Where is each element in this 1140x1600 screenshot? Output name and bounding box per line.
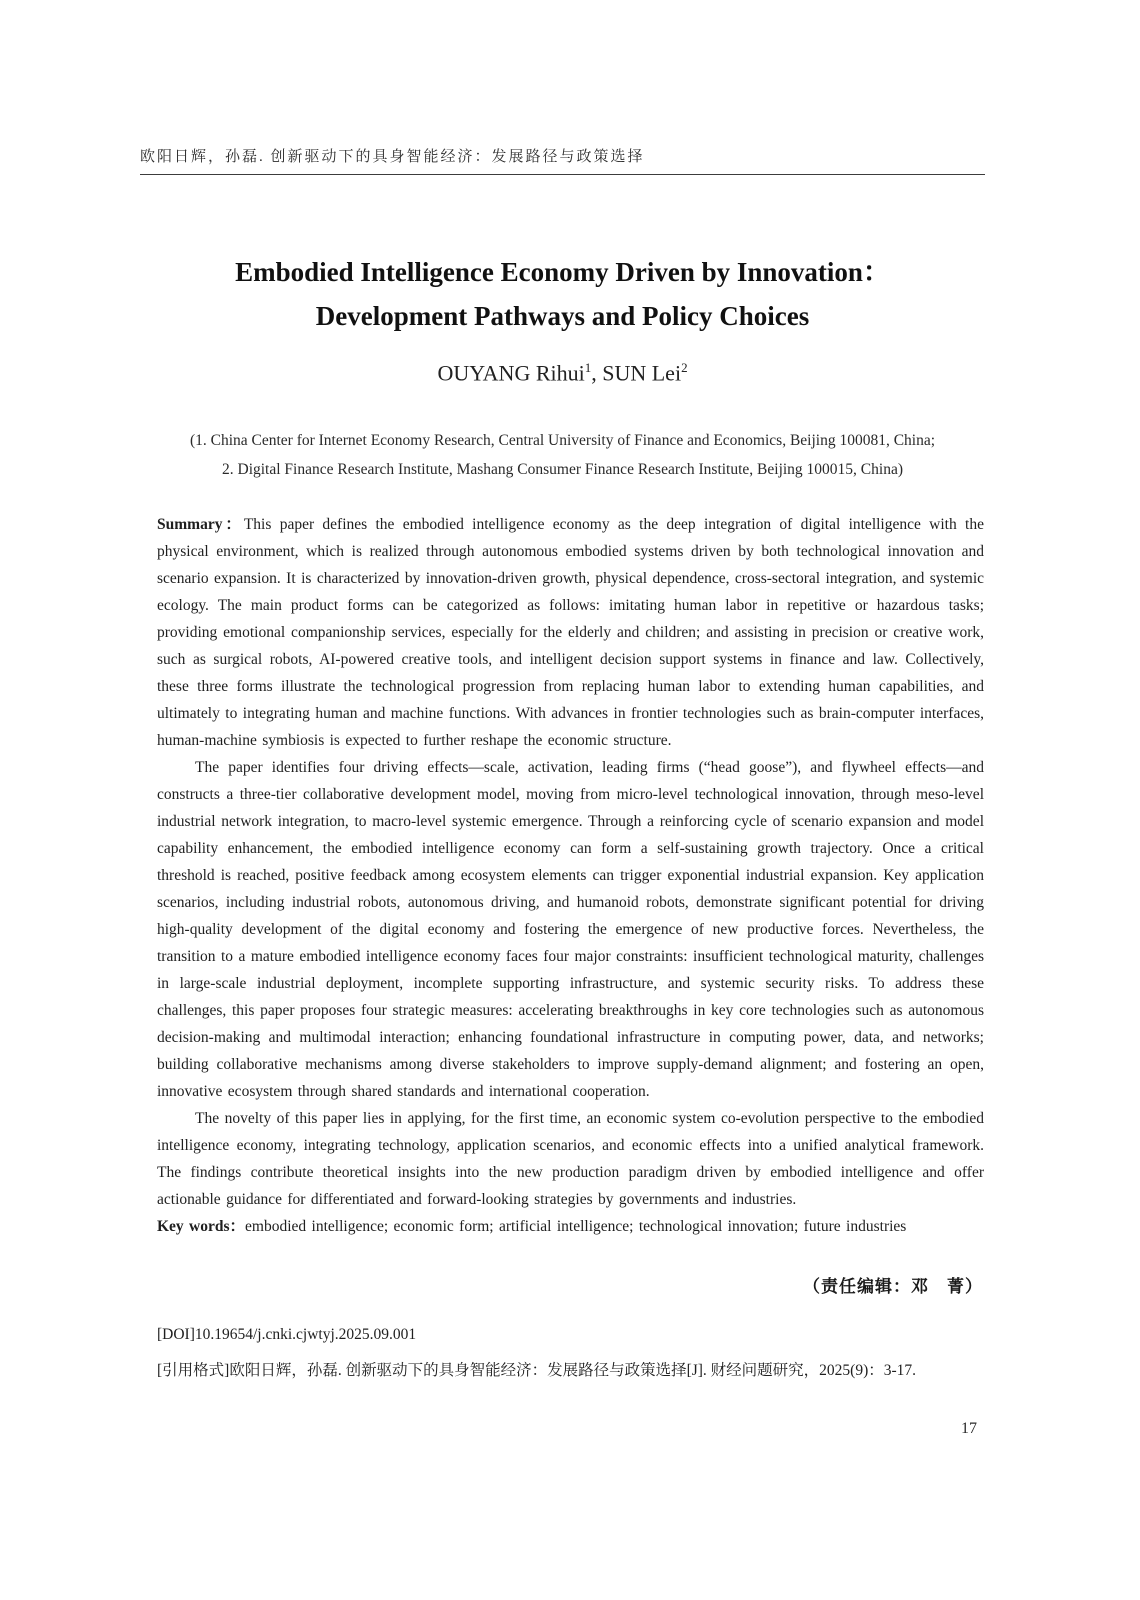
paper-title-line2: Development Pathways and Policy Choices bbox=[315, 301, 810, 331]
affiliations bbox=[140, 426, 985, 484]
author-separator: , bbox=[591, 360, 603, 386]
abstract-paragraph-1 bbox=[157, 511, 984, 754]
affiliation-line-2: 2. Digital Finance Research Institute, Mashang Consumer Finance Research Institute, Beijing 100015, China) bbox=[222, 461, 903, 478]
abstract-paragraph-1-text: This paper defines the embodied intelligence economy as the deep integration of digital intelligence with the physical environment, which is realized through autonomous embodied systems driven by both technological innovation and scenario expansion. It is characterized by innovation-driven growth, physical dependence, cross-sectoral integration, and systemic ecology. The main product forms can be categorized as follows: imitating human labor in repetitive or hazardous tasks; providing emotional companionship services, especially for the elderly and children; and assisting in precision or creative work, such as surgical robots, AI-powered creative tools, and intelligent decision support systems in finance and law. Collectively, these three forms illustrate the technological progression from replacing human labor to extending human capabilities, and ultimately to integrating human and machine functions. With advances in frontier technologies such as brain-computer interfaces, human-machine symbiosis is expected to further reshape the economic structure. bbox=[157, 516, 984, 749]
running-header: 欧阳日辉，孙磊. 创新驱动下的具身智能经济：发展路径与政策选择 bbox=[140, 145, 985, 175]
doi-line: [DOI]10.19654/j.cnki.cjwtyj.2025.09.001 bbox=[157, 1326, 417, 1343]
paper-title bbox=[140, 250, 985, 338]
author-affil-marker-2: 2 bbox=[681, 360, 688, 375]
affiliation-line-1: (1. China Center for Internet Economy Research, Central University of Finance and Economics, Beijing 100081, China; bbox=[189, 432, 936, 449]
page-number: 17 bbox=[961, 1420, 977, 1437]
author-name-2: SUN Lei bbox=[602, 360, 682, 386]
paper-title-line1: Embodied Intelligence Economy Driven by Innovation： bbox=[235, 257, 890, 287]
abstract-paragraph-3: The novelty of this paper lies in applying, for the first time, an economic system co-evolution perspective to the embodied intelligence economy, integrating technology, application scenarios, and economic effects into a unified analytical framework. The findings contribute theoretical insights into the new production paradigm driven by embodied intelligence and offer actionable guidance for differentiated and forward-looking strategies by governments and industries. bbox=[157, 1110, 984, 1208]
keywords-text: embodied intelligence; economic form; artificial intelligence; technological innovation; future industries bbox=[245, 1218, 907, 1235]
abstract-block bbox=[157, 511, 984, 1240]
managing-editor-note: （责任编辑：邓 菁） bbox=[803, 1277, 983, 1296]
authors-line bbox=[140, 360, 985, 386]
summary-label: Summary： bbox=[157, 516, 244, 533]
author-affil-marker-1: 1 bbox=[584, 360, 592, 375]
abstract-paragraph-2: The paper identifies four driving effects—scale, activation, leading firms (“head goose”), and flywheel effects—and constructs a three-tier collaborative development model, moving from micro-level technological innovation, through meso-level industrial network integration, to macro-level systemic emergence. Through a reinforcing cycle of scenario expansion and model capability enhancement, the embodied intelligence economy can form a self-sustaining growth trajectory. Once a critical threshold is reached, positive feedback among ecosystem elements can trigger exponential industrial expansion. Key application scenarios, including industrial robots, autonomous driving, and humanoid robots, demonstrate significant potential for driving high-quality development of the digital economy and fostering the emergence of new productive forces. Nevertheless, the transition to a mature embodied intelligence economy faces four major constraints: insufficient technological maturity, challenges in large-scale industrial deployment, incomplete supporting infrastructure, and systemic security risks. To address these challenges, this paper proposes four strategic measures: accelerating breakthroughs in key core technologies such as autonomous decision-making and multimodal interaction; enhancing foundational infrastructure in computing power, data, and networks; building collaborative mechanisms among diverse stakeholders to improve supply-demand alignment; and fostering an open, innovative ecosystem through shared standards and international cooperation. bbox=[157, 759, 984, 1100]
citation-format-line: [引用格式]欧阳日辉，孙磊. 创新驱动下的具身智能经济：发展路径与政策选择[J]. 财经问题研究，2025(9)：3-17. bbox=[157, 1362, 917, 1379]
keywords-line bbox=[157, 1213, 984, 1240]
author-name-1: OUYANG Rihui bbox=[437, 360, 585, 386]
keywords-label: Key words： bbox=[157, 1218, 246, 1235]
